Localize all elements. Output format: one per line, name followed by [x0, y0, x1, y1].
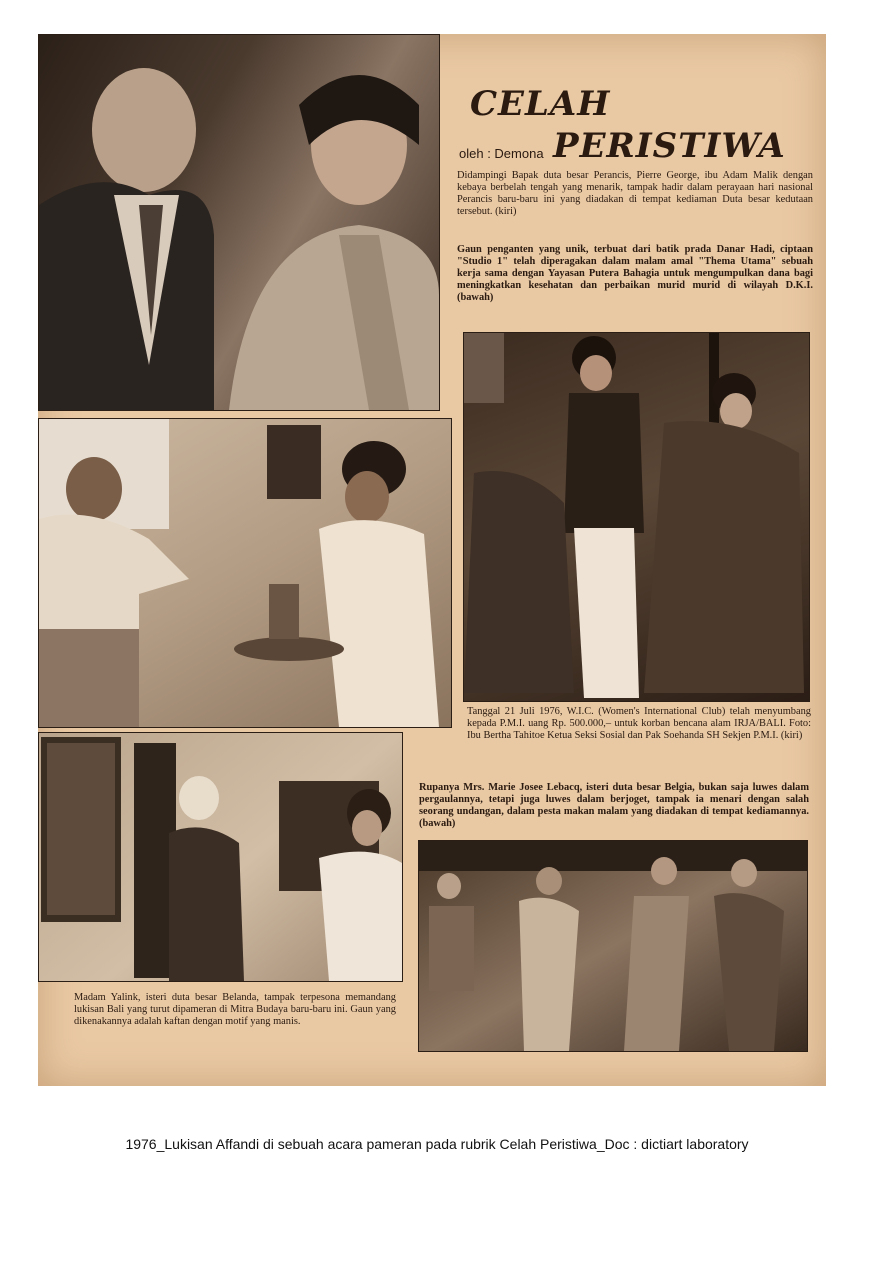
photo-gallery-paintings: [38, 732, 403, 982]
photo-batik-wedding-gown: [463, 332, 810, 702]
document-caption: 1976_Lukisan Affandi di sebuah acara pameran pada rubrik Celah Peristiwa_Doc : dictiart laboratory: [125, 1136, 749, 1152]
photo-handshake: [38, 418, 452, 728]
caption-top-right: Didampingi Bapak duta besar Perancis, Pierre George, ibu Adam Malik dengan kebaya berbelah tengah yang menarik, tampak hadir dalam perayaan hari nasional Perancis baru-baru ini yang diadakan di tempat kediaman Duta besar kedutaan tersebut. (kiri): [457, 170, 813, 217]
caption-madam-yalink: Madam Yalink, isteri duta besar Belanda, tampak terpesona memandang lukisan Bali yang turut dipameran di Mitra Budaya baru-baru ini. Gaun yang dikenakannya adalah kaftan dengan motif yang manis.: [74, 992, 396, 1027]
title-peristiwa: PERISTIWA: [553, 126, 786, 166]
caption-belgium-ambassador-wife: Rupanya Mrs. Marie Josee Lebacq, isteri duta besar Belgia, bukan saja luwes dalam pergaulannya, tetapi juga luwes dalam berjoget, tampak ia menari dengan salah seorang undangan, dalam pesta makan malam yang diadakan di tempat kediamannya. (bawah): [419, 782, 809, 829]
byline: oleh : Demona: [459, 146, 544, 161]
photo-dinner-party-dance: [418, 840, 808, 1052]
title-celah: CELAH: [470, 84, 611, 124]
caption-wic-donation: Tanggal 21 Juli 1976, W.I.C. (Women's International Club) telah menyumbang kepada P.M.I. uang Rp. 500.000,– untuk korban bencana alam IRJA/BALI. Foto: Ibu Bertha Tahitoe Ketua Seksi Sosial dan Pak Soehanda SH Sekjen P.M.I. (kiri): [467, 706, 811, 741]
magazine-page: [38, 34, 826, 1086]
photo-ambassador-and-guest: [38, 34, 440, 411]
caption-wedding-gown: Gaun penganten yang unik, terbuat dari batik prada Danar Hadi, ciptaan "Studio 1" telah diperagakan dalam malam amal "Thema Utama" sebuah kerja sama dengan Yayasan Putera Bahagia untuk mengumpulkan dana bagi meningkatkan kesehatan dan perbaikan murid murid di wilayah D.K.I. (bawah): [457, 244, 813, 303]
